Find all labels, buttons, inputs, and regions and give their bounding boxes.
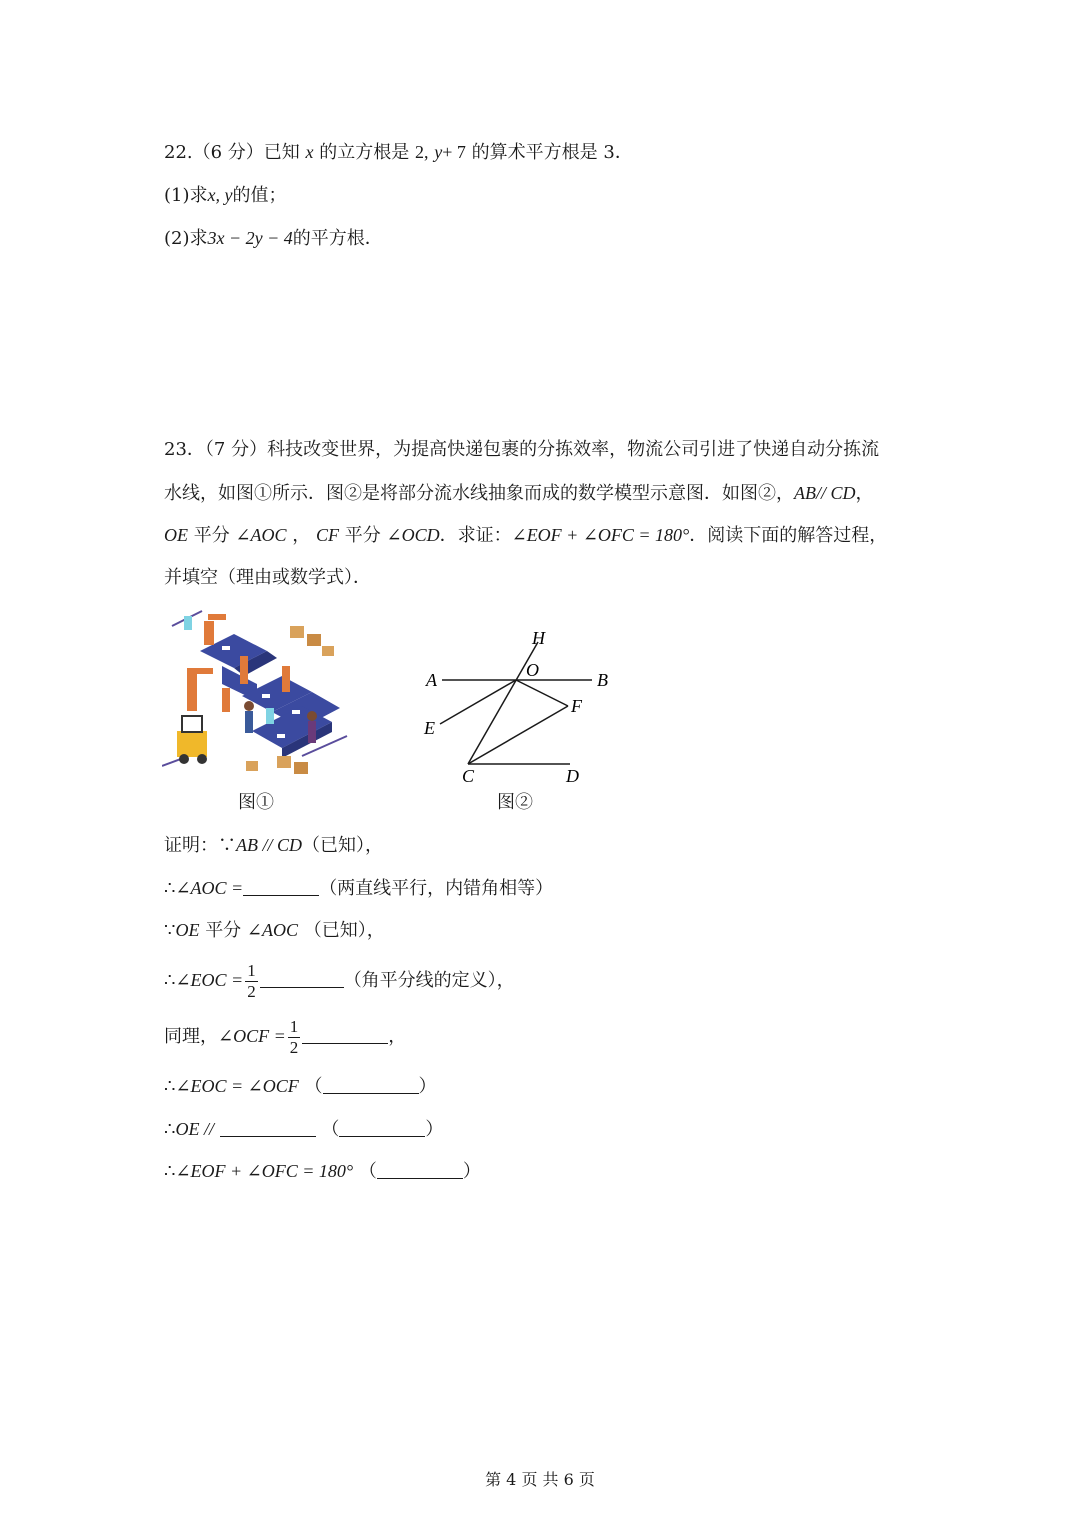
proof-reason: （已知）， xyxy=(302,835,383,856)
proof-because: 证明：∵ xyxy=(164,835,236,856)
label-o: O xyxy=(526,660,539,680)
proof-math: ∠EOC = ∠OCF xyxy=(175,1076,299,1096)
value-two: 2, xyxy=(415,142,429,162)
fraction-numerator: 1 xyxy=(247,960,256,980)
label-e: E xyxy=(424,718,435,738)
seg-cf: CF xyxy=(316,525,340,545)
answer-blank[interactable] xyxy=(323,1075,419,1094)
q22-part1 xyxy=(164,183,286,208)
proof-math: ∠AOC = xyxy=(175,878,244,898)
answer-blank[interactable] xyxy=(243,877,319,896)
proof-therefore: ∴ xyxy=(164,970,176,991)
q22-part2 xyxy=(164,226,383,251)
fraction-denominator: 2 xyxy=(247,981,256,1001)
proof-math: ∠OCF = xyxy=(218,1026,286,1046)
paren-close: ） xyxy=(425,1119,444,1140)
paren-open: （ xyxy=(304,1076,323,1097)
proof-step-2 xyxy=(164,876,553,901)
label-f: F xyxy=(571,696,582,716)
proof-therefore: ∴ xyxy=(164,1119,176,1140)
page-footer: 第 4 页 共 6 页 xyxy=(485,1470,595,1489)
figure-1-caption: 图① xyxy=(238,792,274,813)
var-x: x xyxy=(305,142,314,162)
proof-text: 平分 xyxy=(205,920,242,941)
proof-therefore: ∴ xyxy=(164,878,176,899)
fraction-numerator: 1 xyxy=(289,1016,299,1036)
paren-close: ） xyxy=(462,1161,481,1182)
paren-open: （ xyxy=(358,1161,377,1182)
var-y: y xyxy=(434,142,443,162)
proof-step-7 xyxy=(164,1117,443,1142)
fraction-half xyxy=(288,1017,301,1058)
proof-step-6 xyxy=(164,1074,437,1099)
text-bisects-2: 平分 xyxy=(344,525,381,546)
label-h: H xyxy=(532,628,545,648)
proof-similarly: 同理， xyxy=(164,1026,218,1047)
line-cf xyxy=(468,706,568,764)
q23-line4: 并填空（理由或数学式）． xyxy=(164,567,371,588)
part2-text: 的平方根． xyxy=(292,228,383,249)
proof-math: OE // xyxy=(175,1119,214,1139)
proof-therefore: ∴ xyxy=(164,1076,176,1097)
figure-1-illustration xyxy=(162,606,352,782)
angle-ocd: ∠OCD xyxy=(386,525,440,545)
proof-step-3 xyxy=(164,918,385,943)
proof-math: OE xyxy=(175,920,200,940)
proof-punct: ， xyxy=(388,1026,407,1047)
q22-line1 xyxy=(164,140,633,165)
figure-2-caption: 图② xyxy=(497,792,533,813)
proof-because: ∵ xyxy=(164,920,176,941)
part2-expr: 3x − 2y − 4 xyxy=(207,228,293,248)
text-bisects: 平分 xyxy=(193,525,230,546)
proof-reason: （角平分线的定义）， xyxy=(343,970,515,991)
comma: ， xyxy=(292,525,311,546)
paren-close: ） xyxy=(418,1076,437,1097)
q22-text-end: 的算术平方根是 3． xyxy=(471,142,633,163)
answer-blank[interactable] xyxy=(377,1160,463,1179)
q23-line3 xyxy=(164,523,887,548)
proof-reason: （两直线平行，内错角相等） xyxy=(319,878,554,899)
q23-parallel: AB// CD xyxy=(794,483,856,503)
answer-blank[interactable] xyxy=(220,1118,316,1137)
part2-label: (2)求 xyxy=(164,228,208,249)
q23-line2-text: 水线，如图①所示．图②是将部分流水线抽象而成的数学模型示意图．如图②， xyxy=(164,483,794,504)
q23-line2 xyxy=(164,481,874,506)
proof-therefore: ∴ xyxy=(164,1161,176,1182)
proof-step-4 xyxy=(164,960,515,1002)
answer-blank[interactable] xyxy=(339,1118,425,1137)
label-a: A xyxy=(426,670,437,690)
proof-math: AB // CD xyxy=(236,835,302,855)
figure-2-diagram xyxy=(420,624,620,784)
answer-blank[interactable] xyxy=(302,1025,388,1044)
angle-aoc: ∠AOC xyxy=(235,525,287,545)
text-prove: ．求证： xyxy=(439,525,512,546)
text-read: ．阅读下面的解答过程， xyxy=(689,525,888,546)
proof-step-5 xyxy=(164,1016,406,1058)
part1-label: (1)求 xyxy=(164,185,208,206)
proof-reason: （已知）， xyxy=(303,920,385,941)
q23-line1: 23．（7 分）科技改变世界，为提高快递包裹的分拣效率，物流公司引进了快递自动分拣流 xyxy=(164,439,880,460)
label-d: D xyxy=(566,766,579,784)
q23-comma: ， xyxy=(855,483,874,504)
part1-text: 的值； xyxy=(232,185,287,206)
proof-step-8 xyxy=(164,1159,481,1184)
prove-equation: ∠EOF + ∠OFC = 180° xyxy=(511,525,690,545)
fraction-half xyxy=(245,961,258,1002)
proof-step-1 xyxy=(164,833,383,858)
proof-angle: ∠AOC xyxy=(246,920,299,940)
paren-open: （ xyxy=(321,1119,340,1140)
q22-lead: 22.（6 分）已知 xyxy=(164,142,300,163)
label-c: C xyxy=(462,766,475,784)
fraction-denominator: 2 xyxy=(289,1037,299,1057)
proof-math: ∠EOC = xyxy=(175,970,244,990)
label-b: B xyxy=(597,670,608,690)
line-oe xyxy=(440,680,516,724)
proof-math: ∠EOF + ∠OFC = 180° xyxy=(175,1161,354,1181)
q22-text: 的立方根是 xyxy=(319,142,410,163)
answer-blank[interactable] xyxy=(260,969,344,988)
seg-oe: OE xyxy=(164,525,188,545)
line-of xyxy=(516,680,568,706)
plus-seven: + 7 xyxy=(442,142,466,162)
part1-vars: x, y xyxy=(207,185,233,205)
